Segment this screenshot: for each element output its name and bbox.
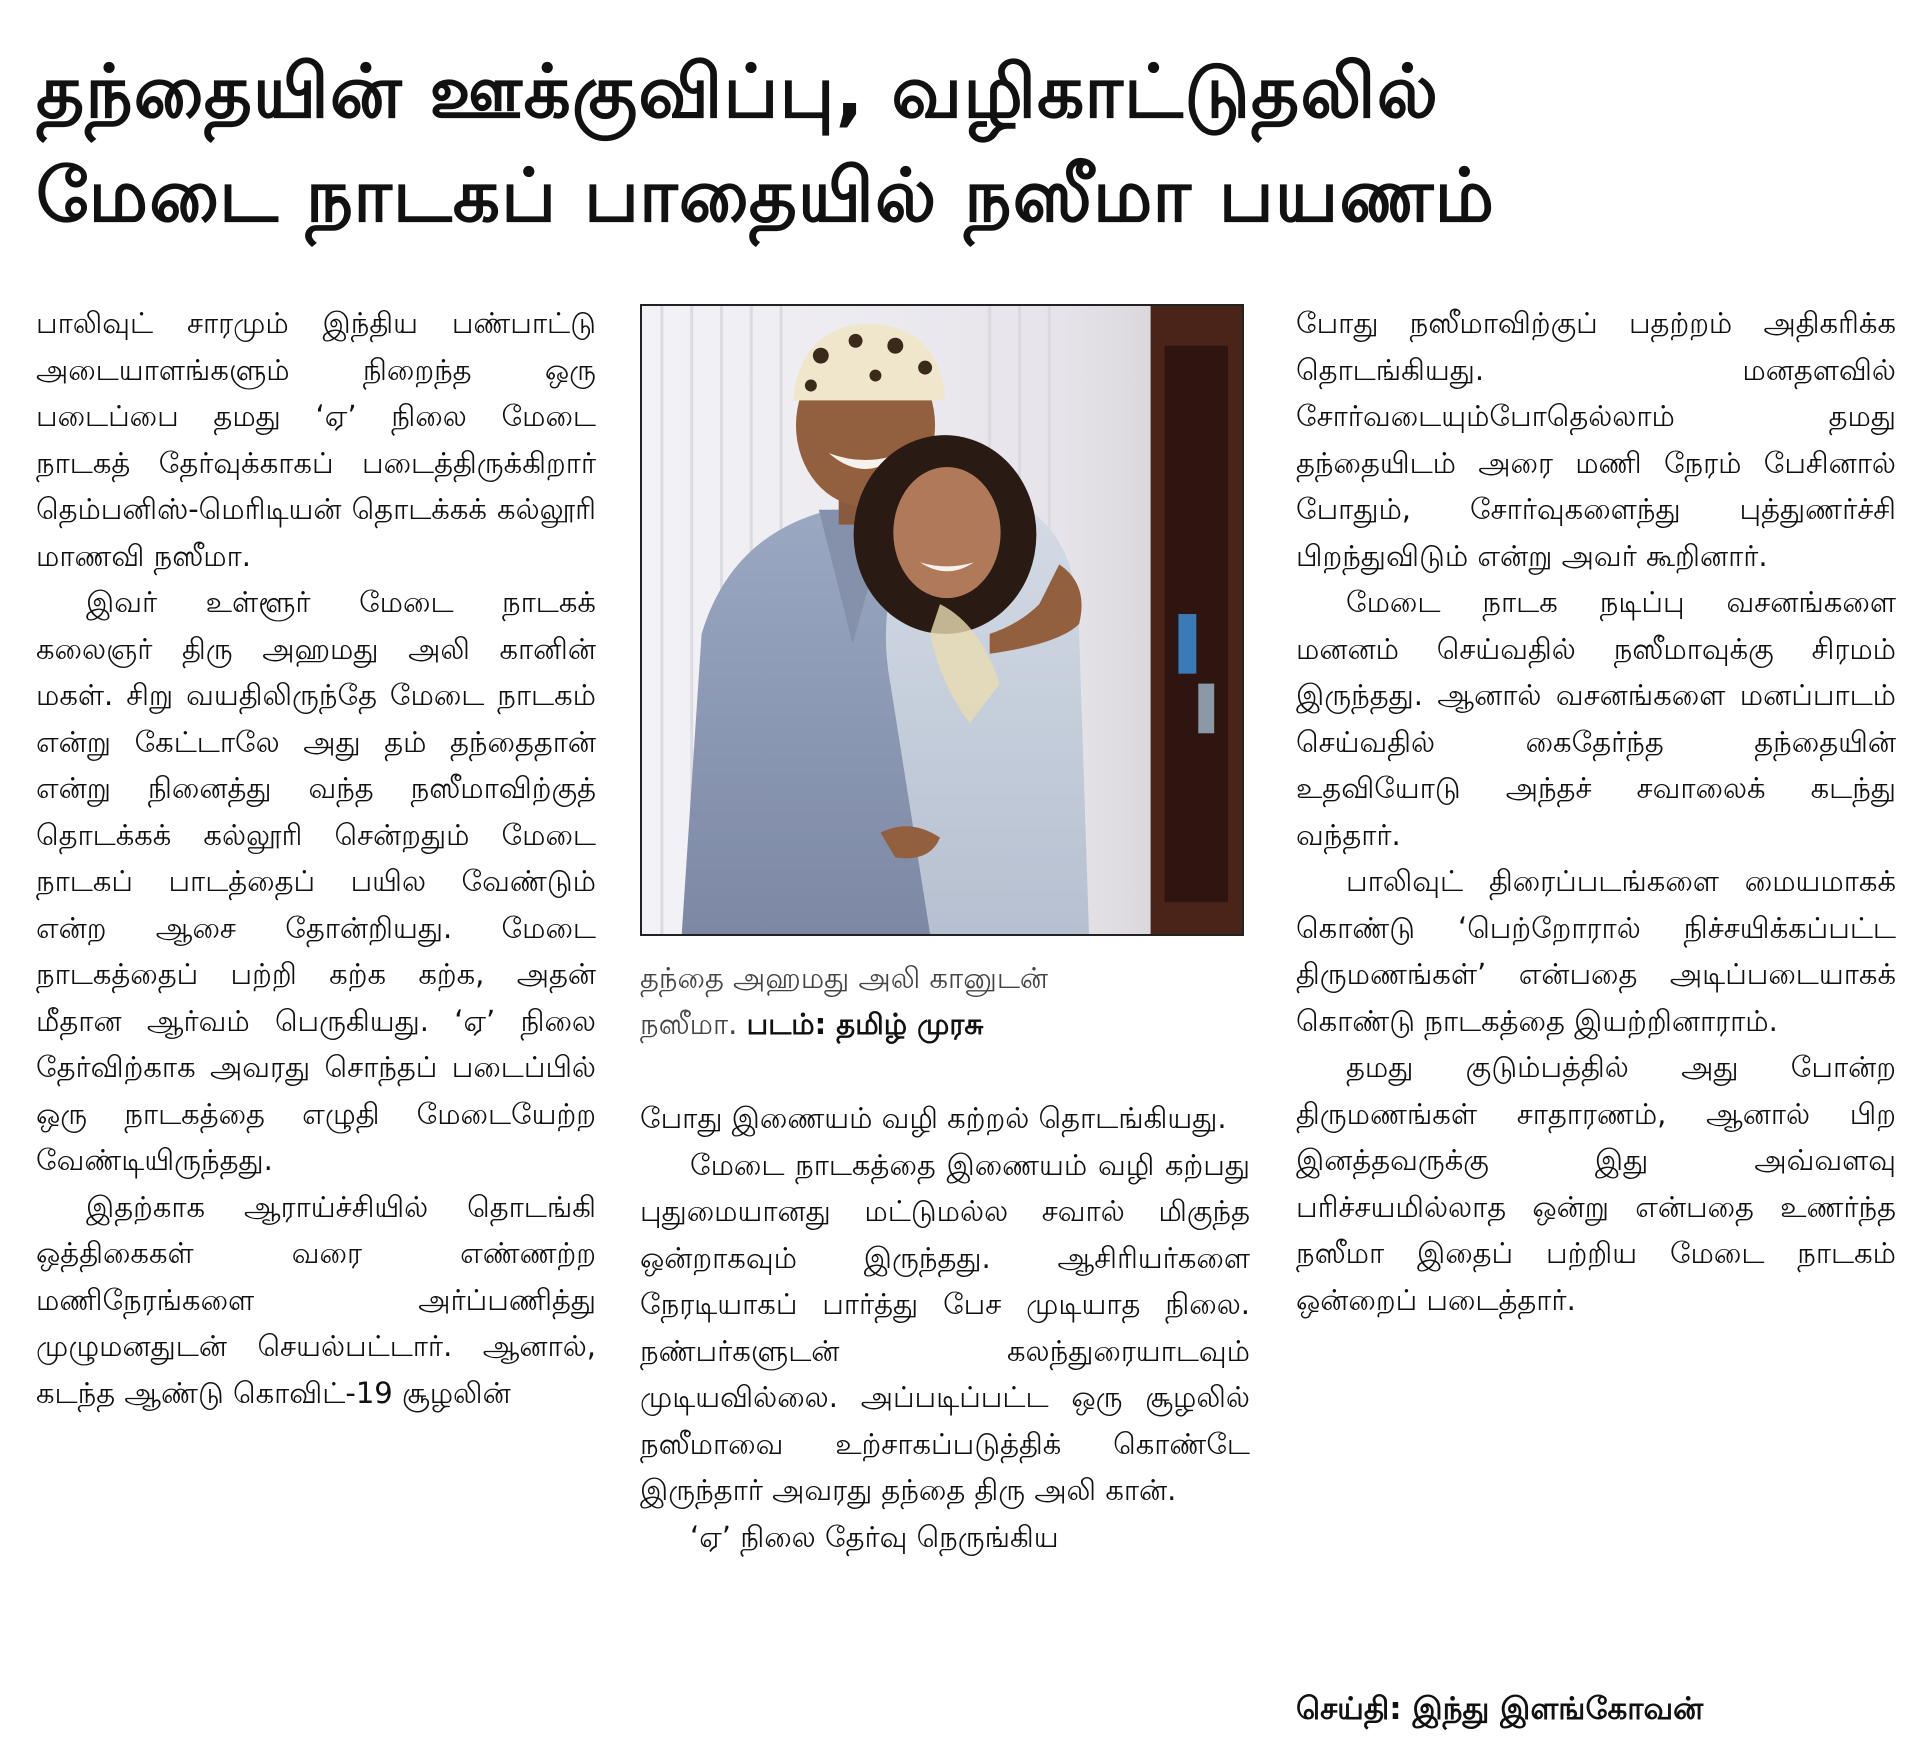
paragraph: இதற்காக ஆராய்ச்சியில் தொடங்கி ஒத்திகைகள் வரை எண்ணற்ற மணிநேரங்களை அர்ப்பணித்து முழுமனதுடன் செயல்பட்டார். ஆனால், கடந்த ஆண்டு கொவிட்-19 சூழலின் [36, 1189, 596, 1410]
article-column-left [36, 300, 596, 1416]
article-photo [640, 304, 1244, 936]
paragraph: தமது குடும்பத்தில் அது போன்ற திருமணங்கள் சாதாரணம், ஆனால் பிற இனத்தவருக்கு இது அவ்வளவு பரிச்சயமில்லாத ஒன்று என்பதை உணர்ந்த நஸீமா இதைப் பற்றிய மேடை நாடகம் ஒன்றைப் படைத்தார். [1296, 1050, 1896, 1317]
paragraph: போது நஸீமாவிற்குப் பதற்றம் அதிகரிக்க தொடங்கியது. மனதளவில் சோர்வடையும்போதெல்லாம் தமது தந்தையிடம் அரை மணி நேரம் பேசினால் போதும், சோர்வுகளைந்து புத்துணர்ச்சி பிறந்துவிடும் என்று அவர் கூறினார். [1296, 306, 1896, 573]
article-column-right [1296, 300, 1896, 1323]
headline [36, 40, 1896, 248]
headline-line-2: மேடை நாடகப் பாதையில் நஸீமா பயணம் [36, 153, 1496, 239]
paragraph: மேடை நாடகத்தை இணையம் வழி கற்பது புதுமையானது மட்டுமல்ல சவால் மிகுந்த ஒன்றாகவும் இருந்தது. ஆசிரியர்களை நேரடியாகப் பார்த்து பேச முடியாத நிலை. நண்பர்களுடன் கலந்துரையாடவும் முடியவில்லை. அப்படிப்பட்ட ஒரு சூழலில் நஸீமாவை உற்சாகப்படுத்திக் கொண்டே இருந்தார் அவரது தந்தை திரு அலி கான். [640, 1147, 1250, 1507]
article-column-middle [640, 1095, 1250, 1560]
father-daughter-photo [642, 306, 1242, 934]
paragraph: பாலிவுட் திரைப்படங்களை மையமாகக் கொண்டு ‘பெற்றோரால் நிச்சயிக்கப்பட்ட திருமணங்கள்’ என்பதை அடிப்படையாகக் கொண்டு நாடகத்தை இயற்றினாராம். [1296, 864, 1896, 1038]
paragraph: இவர் உள்ளூர் மேடை நாடகக் கலைஞர் திரு அஹமது அலி கானின் மகள். சிறு வயதிலிருந்தே மேடை நாடகம் என்று கேட்டாலே அது தம் தந்தைதான் என்று நினைத்து வந்த நஸீமாவிற்குத் தொடக்கக் கல்லூரி சென்றதும் மேடை நாடகப் பாடத்தைப் பயில வேண்டும் என்ற ஆசை தோன்றியது. மேடை நாடகத்தைப் பற்றி கற்க கற்க, அதன் மீதான ஆர்வம் பெருகியது. ‘ஏ’ நிலை தேர்விற்காக அவரது சொந்தப் படைப்பில் ஒரு நாடகத்தை எழுதி மேடையேற்ற வேண்டியிருந்தது. [36, 585, 596, 1177]
caption-subject: நஸீமா. [640, 1007, 738, 1041]
photo-credit: படம்: தமிழ் முரசு [746, 1007, 984, 1041]
photo-caption [640, 955, 1250, 1047]
caption-line-2 [640, 1001, 1250, 1047]
caption-line-1: தந்தை அஹமது அலி கானுடன் [640, 961, 1049, 995]
headline-line-1: தந்தையின் ஊக்குவிப்பு, வழிகாட்டுதலில் [36, 49, 1439, 135]
paragraph: மேடை நாடக நடிப்பு வசனங்களை மனனம் செய்வதில் நஸீமாவுக்கு சிரமம் இருந்தது. ஆனால் வசனங்களை மனப்பாடம் செய்வதில் கைதேர்ந்த தந்தையின் உதவியோடு அந்தச் சவாலைக் கடந்து வந்தார். [1296, 585, 1896, 852]
paragraph: பாலிவுட் சாரமும் இந்திய பண்பாட்டு அடையாளங்களும் நிறைந்த ஒரு படைப்பை தமது ‘ஏ’ நிலை மேடை நாடகத் தேர்வுக்காகப் படைத்திருக்கிறார் தெம்பனிஸ்-மெரிடியன் தொடக்கக் கல்லூரி மாணவி நஸீமா. [36, 306, 596, 573]
paragraph: போது இணையம் வழி கற்றல் தொடங்கியது. [640, 1101, 1227, 1135]
paragraph: ‘ஏ’ நிலை தேர்வு நெருங்கிய [690, 1519, 1059, 1554]
byline: செய்தி: இந்து இளங்கோவன் [1296, 1691, 1704, 1727]
